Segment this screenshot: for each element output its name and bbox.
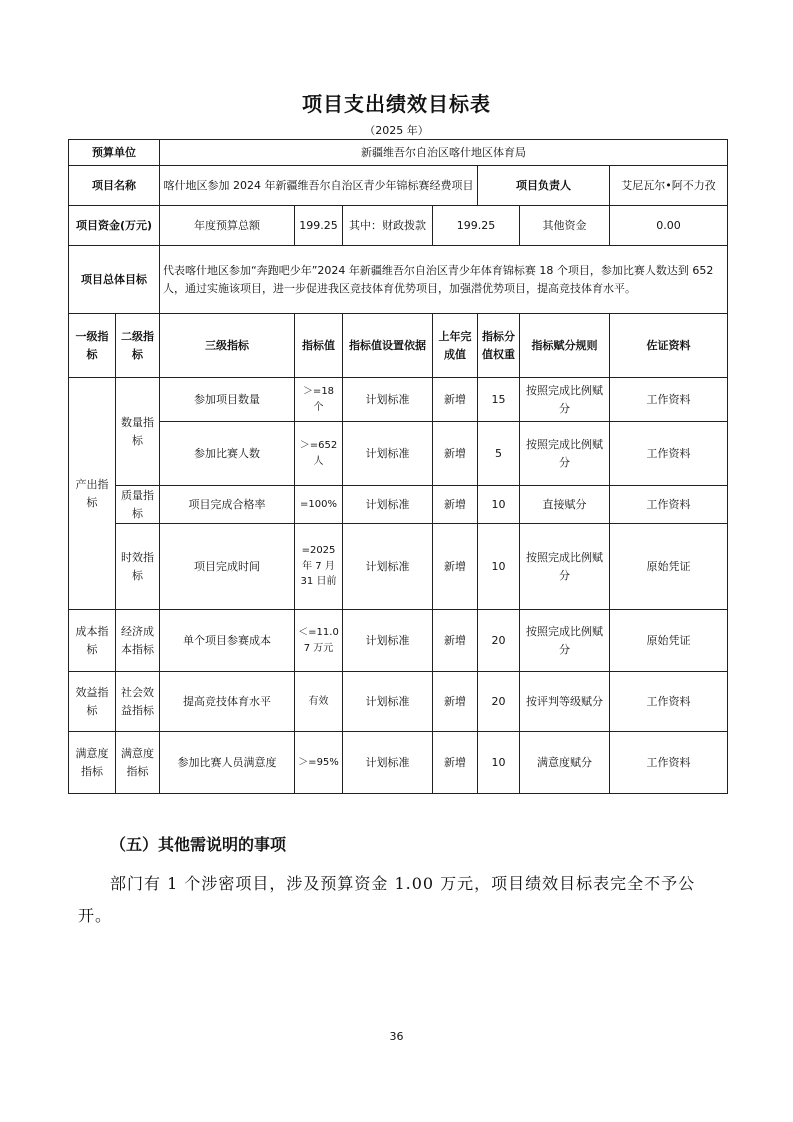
prev-cell: 新增 (433, 610, 478, 672)
other-funds-value: 0.00 (610, 206, 728, 246)
budget-unit-row (69, 140, 728, 166)
value-cell: =100% (295, 486, 343, 524)
table-row (69, 610, 728, 672)
level2-timeliness: 时效指标 (116, 524, 160, 610)
budget-unit-label: 预算单位 (69, 140, 160, 166)
level1-satisfaction: 满意度指标 (69, 732, 116, 794)
col-level2: 二级指标 (116, 314, 160, 378)
col-value: 指标值 (295, 314, 343, 378)
level2-quality: 质量指标 (116, 486, 160, 524)
basis-cell: 计划标准 (343, 610, 433, 672)
prev-cell: 新增 (433, 378, 478, 422)
level1-benefit: 效益指标 (69, 672, 116, 732)
prev-cell: 新增 (433, 422, 478, 486)
funds-row (69, 206, 728, 246)
indicator-cell: 参加比赛人数 (160, 422, 295, 486)
rule-cell: 直接赋分 (520, 486, 610, 524)
year-label: （2025 年） (364, 124, 429, 137)
evidence-cell: 工作资料 (610, 486, 728, 524)
prev-cell: 新增 (433, 732, 478, 794)
page-number: 36 (389, 1030, 404, 1043)
level2-quantity: 数量指标 (116, 378, 160, 486)
prev-cell: 新增 (433, 524, 478, 610)
level1-cost: 成本指标 (69, 610, 116, 672)
weight-cell: 20 (478, 672, 520, 732)
basis-cell: 计划标准 (343, 486, 433, 524)
weight-cell: 10 (478, 732, 520, 794)
value-cell: ＞=18 个 (295, 378, 343, 422)
indicator-cell: 单个项目参赛成本 (160, 610, 295, 672)
col-rule: 指标赋分规则 (520, 314, 610, 378)
project-lead-value: 艾尼瓦尔•阿不力孜 (610, 166, 728, 206)
weight-cell: 10 (478, 486, 520, 524)
weight-cell: 15 (478, 378, 520, 422)
indicator-cell: 参加项目数量 (160, 378, 295, 422)
basis-cell: 计划标准 (343, 672, 433, 732)
funds-label: 项目资金(万元) (69, 206, 160, 246)
value-cell: ＞=652 人 (295, 422, 343, 486)
value-cell: =2025 年 7 月 31 日前 (295, 524, 343, 610)
evidence-cell: 工作资料 (610, 732, 728, 794)
project-lead-label: 项目负责人 (478, 166, 610, 206)
indicator-cell: 提高竞技体育水平 (160, 672, 295, 732)
column-header-row (69, 314, 728, 378)
col-basis: 指标值设置依据 (343, 314, 433, 378)
overall-goal-label: 项目总体目标 (69, 246, 160, 314)
fiscal-label: 其中：财政拨款 (343, 206, 433, 246)
prev-cell: 新增 (433, 672, 478, 732)
table-row (69, 524, 728, 610)
col-weight: 指标分值权重 (478, 314, 520, 378)
col-evidence: 佐证资料 (610, 314, 728, 378)
indicator-cell: 参加比赛人员满意度 (160, 732, 295, 794)
basis-cell: 计划标准 (343, 378, 433, 422)
annual-budget-label: 年度预算总额 (160, 206, 295, 246)
basis-cell: 计划标准 (343, 422, 433, 486)
page-title: 项目支出绩效目标表 (302, 92, 491, 116)
section-heading: （五）其他需说明的事项 (110, 835, 287, 854)
basis-cell: 计划标准 (343, 732, 433, 794)
evidence-cell: 工作资料 (610, 422, 728, 486)
weight-cell: 10 (478, 524, 520, 610)
table-row (69, 422, 728, 486)
col-prev: 上年完成值 (433, 314, 478, 378)
rule-cell: 按照完成比例赋分 (520, 610, 610, 672)
col-level1: 一级指标 (69, 314, 116, 378)
level2-satisfaction: 满意度指标 (116, 732, 160, 794)
weight-cell: 20 (478, 610, 520, 672)
rule-cell: 按照完成比例赋分 (520, 378, 610, 422)
value-cell: ＜=11.07 万元 (295, 610, 343, 672)
evidence-cell: 原始凭证 (610, 610, 728, 672)
rule-cell: 按照完成比例赋分 (520, 422, 610, 486)
other-funds-label: 其他资金 (520, 206, 610, 246)
level2-economic-cost: 经济成本指标 (116, 610, 160, 672)
fiscal-value: 199.25 (433, 206, 520, 246)
table-row (69, 732, 728, 794)
col-level3: 三级指标 (160, 314, 295, 378)
overall-goal-value: 代表喀什地区参加“奔跑吧少年”2024 年新疆维吾尔自治区青少年体育锦标赛 18 个项目，参加比赛人数达到 652 人，通过实施该项目，进一步促进我区竞技体育优势项目，加强潜优势项目，提高竞技体育水平。 (160, 246, 728, 314)
table-row (69, 672, 728, 732)
rule-cell: 按评判等级赋分 (520, 672, 610, 732)
level1-output: 产出指标 (69, 378, 116, 610)
rule-cell: 按照完成比例赋分 (520, 524, 610, 610)
evidence-cell: 工作资料 (610, 378, 728, 422)
table-row (69, 486, 728, 524)
indicator-cell: 项目完成合格率 (160, 486, 295, 524)
table-row (69, 378, 728, 422)
project-name-row (69, 166, 728, 206)
evidence-cell: 原始凭证 (610, 524, 728, 610)
rule-cell: 满意度赋分 (520, 732, 610, 794)
section-paragraph: 部门有 1 个涉密项目，涉及预算资金 1.00 万元，项目绩效目标表完全不予公开。 (78, 874, 696, 925)
overall-goal-row (69, 246, 728, 314)
prev-cell: 新增 (433, 486, 478, 524)
project-name-value: 喀什地区参加 2024 年新疆维吾尔自治区青少年锦标赛经费项目 (160, 166, 478, 206)
value-cell: ＞=95% (295, 732, 343, 794)
basis-cell: 计划标准 (343, 524, 433, 610)
budget-unit-value: 新疆维吾尔自治区喀什地区体育局 (160, 140, 728, 166)
indicator-cell: 项目完成时间 (160, 524, 295, 610)
weight-cell: 5 (478, 422, 520, 486)
project-name-label: 项目名称 (69, 166, 160, 206)
level2-social-benefit: 社会效益指标 (116, 672, 160, 732)
evidence-cell: 工作资料 (610, 672, 728, 732)
value-cell: 有效 (295, 672, 343, 732)
annual-budget-value: 199.25 (295, 206, 343, 246)
performance-table (68, 139, 728, 794)
